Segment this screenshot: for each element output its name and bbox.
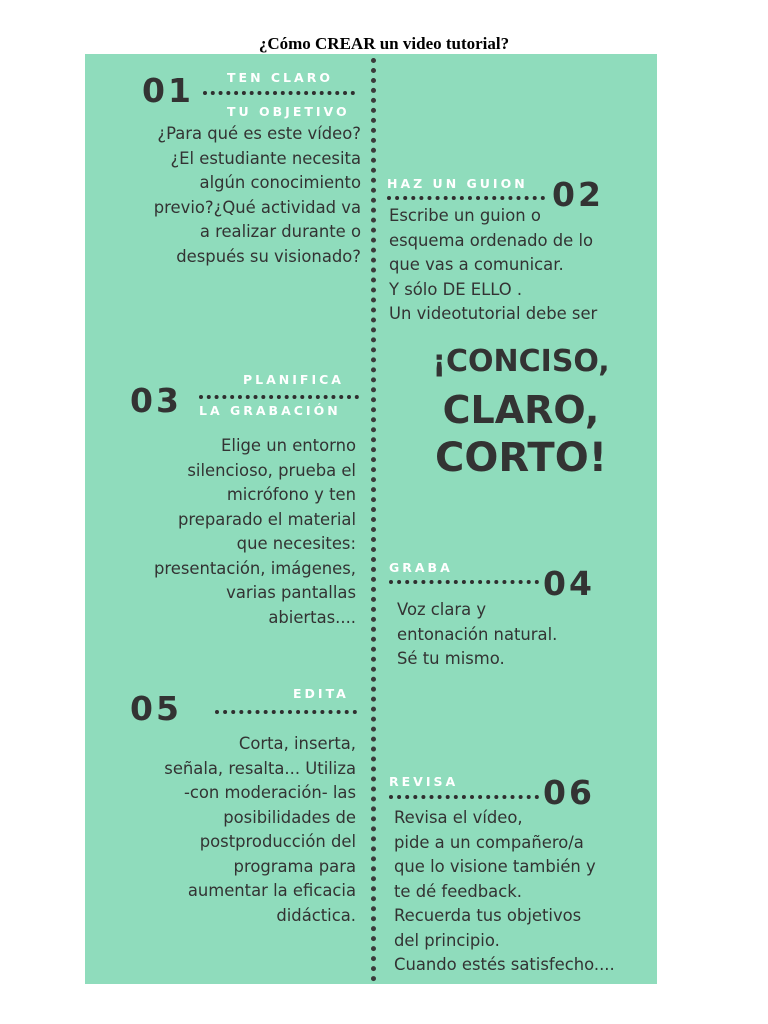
infographic-poster <box>85 54 657 984</box>
step-01-body <box>154 122 361 269</box>
step-06-body-line: Revisa el vídeo, <box>394 808 523 827</box>
step-03-body-line: micrófono y ten <box>226 485 356 504</box>
step-05-body-line: -con moderación- las <box>183 783 356 802</box>
emphasis-line-short: CORTO! <box>435 435 607 481</box>
emphasis-line-clear: CLARO, <box>442 388 600 432</box>
step-03-number: 03 <box>130 381 182 420</box>
step-01-dotted-leader <box>203 91 355 95</box>
step-06-body-line: te dé feedback. <box>394 881 522 901</box>
center-dotted-divider <box>371 58 376 982</box>
step-01-body-line: previo?¿Qué actividad va <box>153 197 361 217</box>
step-06-body-line: pide a un compañero/a <box>394 832 584 852</box>
step-05-body-line: aumentar la eficacia <box>187 881 356 900</box>
step-05-body-line: programa para <box>233 856 356 876</box>
step-04-body <box>397 598 557 672</box>
page-title: ¿Cómo CREAR un video tutorial? <box>258 34 510 53</box>
step-01-number: 01 <box>142 71 194 110</box>
step-03-body-line: Elige un entorno <box>221 436 356 455</box>
step-03-body <box>154 434 356 630</box>
step-02-body-line: Y sólo DE ELLO . <box>389 279 523 299</box>
emphasis-line-concise: ¡CONCISO, <box>432 344 610 379</box>
step-02-heading: HAZ UN GUION <box>387 176 528 191</box>
step-02-dotted-leader <box>387 196 545 200</box>
step-01-heading-line2: TU OBJETIVO <box>227 104 350 119</box>
step-03-dotted-leader <box>199 395 359 399</box>
step-03-body-line: que necesites: <box>236 534 356 553</box>
step-06-heading: REVISA <box>389 774 459 789</box>
step-03-heading-line1: PLANIFICA <box>243 372 344 387</box>
step-04-heading: GRABA <box>389 560 453 575</box>
step-05-dotted-leader <box>215 710 357 714</box>
step-01-body-line: después su visionado? <box>176 246 361 266</box>
step-02-body-line: esquema ordenado de lo <box>389 230 594 250</box>
step-03-body-line: presentación, imágenes, <box>153 558 356 578</box>
step-02-body-line: que vas a comunicar. <box>389 255 564 274</box>
step-03-body-line: silencioso, prueba el <box>187 460 356 480</box>
step-01-body-line: algún conocimiento <box>199 173 361 192</box>
step-02-body-line: Un videotutorial debe ser <box>389 304 598 323</box>
step-03-body-line: abiertas.... <box>268 607 356 627</box>
step-02-number: 02 <box>552 175 604 214</box>
step-06-body-line: que lo visione también y <box>394 857 596 876</box>
step-06-number: 06 <box>543 773 595 812</box>
step-02-body <box>389 204 597 327</box>
step-05-body-line: postproducción del <box>199 832 356 851</box>
step-01-body-line: ¿El estudiante necesita <box>170 148 361 168</box>
step-03-body-line: varias pantallas <box>226 583 356 602</box>
step-03-heading-line2: LA GRABACIÓN <box>199 403 341 418</box>
step-02-emphasis <box>385 338 657 482</box>
step-02-body-line: Escribe un guion o <box>389 206 541 225</box>
step-04-body-line: entonación natural. <box>397 624 558 644</box>
step-01-body-line: a realizar durante o <box>199 222 361 241</box>
step-05-body-line: señala, resalta... Utiliza <box>164 758 356 778</box>
step-04-number: 04 <box>543 564 595 603</box>
step-01-body-line: ¿Para qué es este vídeo? <box>157 124 361 143</box>
step-01-heading-line1: TEN CLARO <box>227 70 333 85</box>
step-05-heading: EDITA <box>293 686 349 701</box>
step-05-number: 05 <box>130 689 182 728</box>
step-05-body <box>164 732 356 928</box>
step-06-body-line: Cuando estés satisfecho.... <box>394 955 615 974</box>
step-05-body-line: didáctica. <box>276 905 356 925</box>
step-06-dotted-leader <box>389 795 539 799</box>
step-06-body <box>394 806 615 978</box>
step-06-body-line: del principio. <box>394 930 500 950</box>
step-03-body-line: preparado el material <box>178 509 356 529</box>
step-06-body-line: Recuerda tus objetivos <box>394 906 582 925</box>
step-04-dotted-leader <box>389 580 539 584</box>
step-04-body-line: Voz clara y <box>397 600 487 619</box>
step-04-body-line: Sé tu mismo. <box>397 649 505 668</box>
step-05-body-line: Corta, inserta, <box>238 734 356 753</box>
step-05-body-line: posibilidades de <box>223 807 356 827</box>
